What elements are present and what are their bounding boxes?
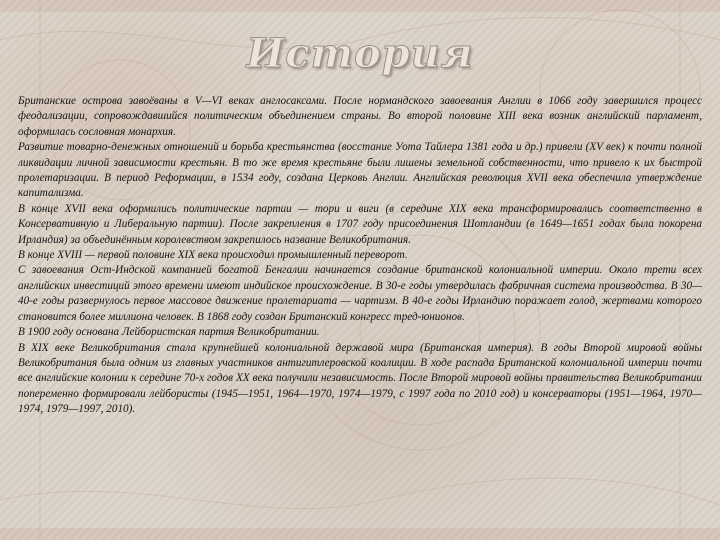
paragraph-anglo-saxon-conquest: Британские острова завоёваны в V—VI веках англосаксами. После нормандского завоевания Англии в 1066 году завершился процесс феодализации, сопровождавшийся политическим объединением страны. Во второй половине XIII века возник английский парламент, оформилась сословная монархия. [18, 95, 702, 138]
paragraph-commodity-relations: Развитие товарно-денежных отношений и борьба крестьянства (восстание Уота Тайлера 1381 года и др.) привели (XV век) к почти полной ликвидации личной зависимости крестьян. В то же время крестьяне были лишены земельной собственности, что привело к их быстрой пролетаризации. В период Реформации, в 1534 году, создана Церковь Англии. Английская революция XVII века обеспечила утверждение капитализма. [18, 141, 702, 200]
paragraph-colonial-empire: С завоевания Ост-Индской компанией богатой Бенгалии начинается создание британской колониальной империи. Около трети всех английских инвестиций этого времени имеют индийское происхождение. В 30-е годы утвердилась фабричная система производства. В 30—40-е годы развернулось первое массовое движение пролетариата — чартизм. В 40-е годы Ирландию поражает голод, жертвами которого становится более миллиона человек. В 1868 году создан Британский конгресс тред-юнионов. [18, 264, 702, 323]
paragraph-political-parties: В конце XVII века оформились политические партии — тори и виги (в середине XIX века трансформировались соответственно в Консервативную и Либеральную партии). После закрепления в 1707 году присоединения Шотландии (в 1649—1651 годах была покорена Ирландия) за объединённым королевством закрепилось название Великобритания. [18, 202, 702, 246]
page-title: История [246, 30, 474, 77]
paragraph-industrial-revolution: В конце XVIII — первой половине XIX века происходил промышленный переворот. [18, 249, 408, 262]
paragraph-twentieth-century: В XIX веке Великобритания стала крупнейшей колониальной державой мира (Британская империя). В годы Второй мировой войны Великобритания была одним из главных участников антигитлеровской коалиции. В ходе распада Британской колониальной империи почти все английские колонии к середине 70-х годов XX века получили независимость. После Второй мировой войны правительства Великобритании попеременно формировали лейбористы (1945—1951, 1964—1970, 1974—1979, с 1997 года по 2010 год) и консерваторы (1951—1964, 1970—1974, 1979—1997, 2010). [18, 341, 702, 416]
paragraph-labour-party: В 1900 году основана Лейбористская партия Великобритании. [18, 326, 320, 339]
history-text-body [18, 94, 702, 514]
